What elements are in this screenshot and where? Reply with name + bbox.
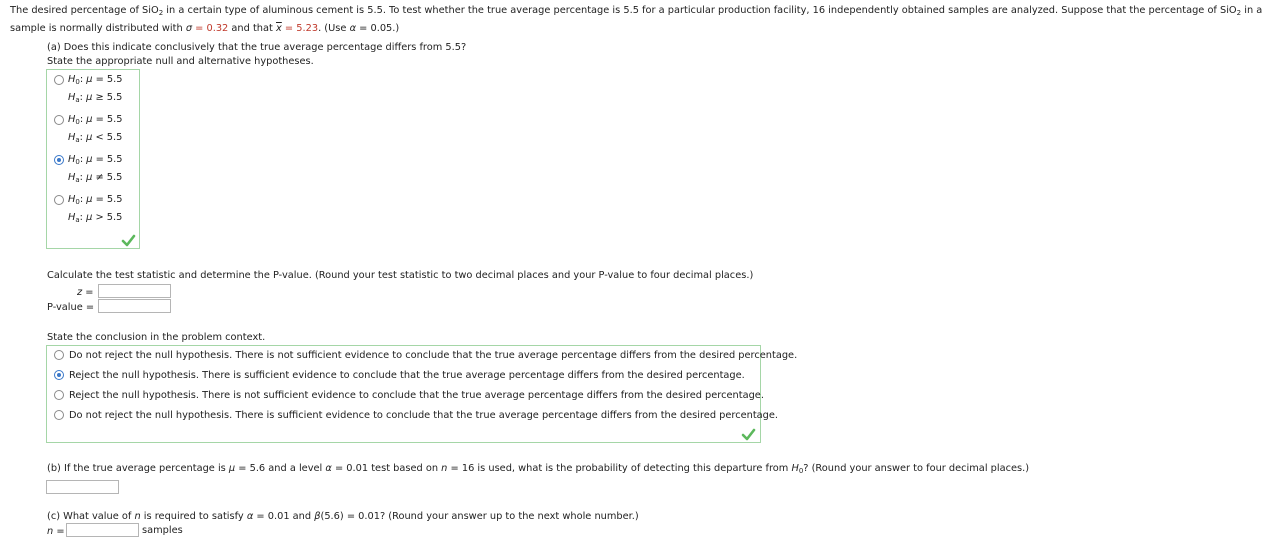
conclusion-option-1-radio[interactable] xyxy=(54,350,64,360)
correct-check-icon xyxy=(742,429,755,440)
problem-intro-line2: sample is normally distributed with σ = 0.32 and that x = 5.23. (Use α = 0.05.) xyxy=(10,23,400,34)
hypothesis-option-2-h0: $H_0$: μ = 5.5 xyxy=(68,114,123,126)
conclusion-option-3-radio[interactable] xyxy=(54,390,64,400)
conclusion-option-2-text: Reject the null hypothesis. There is sufficient evidence to conclude that the true average percentage differs from the desired percentage. xyxy=(69,370,745,381)
hypothesis-option-1-ha: $H_a$: μ ≥ 5.5 xyxy=(68,92,123,104)
p-value-label: P-value = xyxy=(47,302,95,313)
conclusion-instruction: State the conclusion in the problem context. xyxy=(47,332,266,343)
conclusion-option-3-text: Reject the null hypothesis. There is not sufficient evidence to conclude that the true average percentage differs from the desired percentage. xyxy=(69,390,764,401)
hypothesis-option-2-radio[interactable] xyxy=(54,115,64,125)
hypothesis-option-4-radio[interactable] xyxy=(54,195,64,205)
conclusion-option-1-text: Do not reject the null hypothesis. There is not sufficient evidence to conclude that the true average percentage differs from the desired percentage. xyxy=(69,350,798,361)
n-label: n = xyxy=(47,526,65,537)
hypothesis-option-4-h0: $H_0$: μ = 5.5 xyxy=(68,194,123,206)
hypothesis-option-2-ha: $H_a$: μ < 5.5 xyxy=(68,132,123,144)
part-b-question: (b) If the true average percentage is μ = 5.6 and a level α = 0.01 test based on n = 16 is used, what is the probability of detecting this departure from $H_0$? (Round your answer to four decimal places.) xyxy=(47,463,1030,475)
n-input[interactable] xyxy=(66,523,139,537)
calc-instruction: Calculate the test statistic and determine the P-value. (Round your test statistic to two decimal places and your P-value to four decimal places.) xyxy=(47,270,754,281)
conclusion-option-4-text: Do not reject the null hypothesis. There is sufficient evidence to conclude that the true average percentage differs from the desired percentage. xyxy=(69,410,779,421)
correct-check-icon xyxy=(122,235,135,246)
part-c-question: (c) What value of n is required to satisfy α = 0.01 and β(5.6) = 0.01? (Round your answer up to the next whole number.) xyxy=(47,511,639,522)
hypothesis-option-3-h0: $H_0$: μ = 5.5 xyxy=(68,154,123,166)
hypothesis-option-4-ha: $H_a$: μ > 5.5 xyxy=(68,212,123,224)
part-a-instruction: State the appropriate null and alternative hypotheses. xyxy=(47,56,314,67)
part-a-question: (a) Does this indicate conclusively that the true average percentage differs from 5.5? xyxy=(47,42,467,53)
problem-intro-line1: The desired percentage of SiO$_2$ in a certain type of aluminous cement is 5.5. To test whether the true average percentage is 5.5 for a particular production facility, 16 independently obtained samples are analyzed. Suppose that the percentage of SiO$_2$ in a xyxy=(10,5,1262,17)
part-b-answer-input[interactable] xyxy=(46,480,119,494)
hypothesis-option-1-h0: $H_0$: μ = 5.5 xyxy=(68,74,123,86)
conclusion-option-4-radio[interactable] xyxy=(54,410,64,420)
z-label: z = xyxy=(77,287,94,298)
conclusion-option-2-radio[interactable] xyxy=(54,370,64,380)
samples-unit-label: samples xyxy=(142,525,183,536)
hypothesis-option-3-ha: $H_a$: μ ≠ 5.5 xyxy=(68,172,123,184)
z-input[interactable] xyxy=(98,284,171,298)
hypothesis-option-1-radio[interactable] xyxy=(54,75,64,85)
hypothesis-option-3-radio[interactable] xyxy=(54,155,64,165)
p-value-input[interactable] xyxy=(98,299,171,313)
